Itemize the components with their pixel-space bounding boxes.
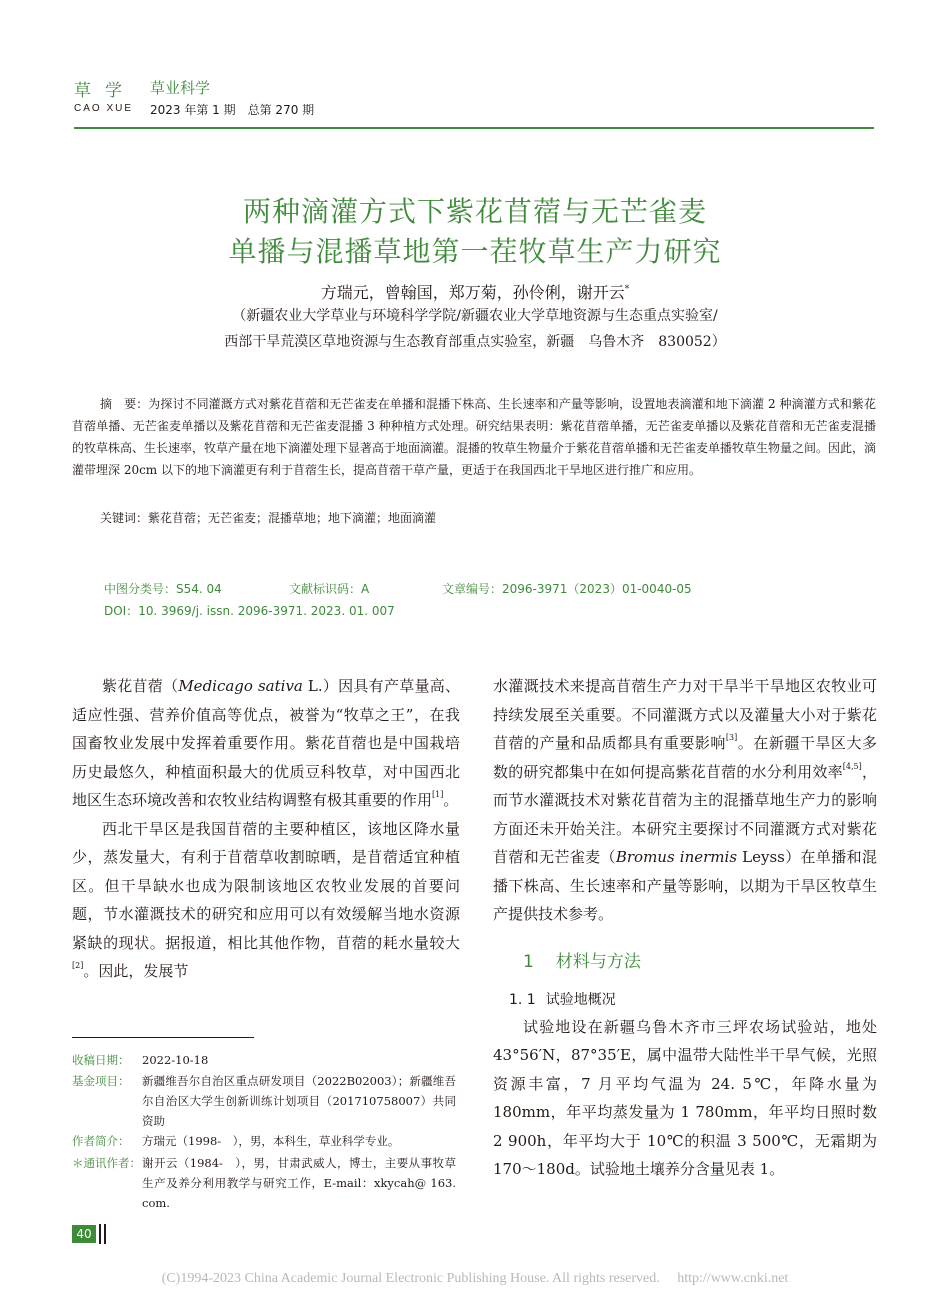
left-column	[72, 672, 460, 986]
journal-name: 草学	[74, 81, 136, 101]
citation[interactable]: [2]	[72, 961, 84, 970]
title-line-2: 单播与混播草地第一茬牧草生产力研究	[228, 235, 722, 268]
citation[interactable]: [1]	[432, 790, 444, 799]
footnote-author: 作者简介： 方瑞元（1998- ），男，本科生，草业科学专业。	[72, 1134, 400, 1148]
issue-info: 2023 年第 1 期 总第 270 期	[150, 103, 315, 117]
clc-number: 中图分类号：S54. 04	[104, 582, 222, 596]
footnote-divider	[72, 1037, 254, 1038]
affiliation-line-2: 西部干旱荒漠区草地资源与生态教育部重点实验室，新疆 乌鲁木齐 830052）	[224, 334, 726, 350]
abstract: 摘 要：为探讨不同灌溉方式对紫花苜蓿和无芒雀麦在单播和混播下株高、生长速率和产量等影响，设置地表滴灌和地下滴灌 2 种滴灌方式和紫花苜蓿单播、无芒雀麦单播以及紫花苜蓿和无芒雀麦混播 3 种种植方式处理。研究结果表明：紫花苜蓿单播，无芒雀麦单播以及紫花苜蓿和无芒雀麦混播的牧草株高、生长速率，牧草产量在地下滴灌处理下显著高于地面滴灌。混播的牧草生物量介于紫花苜蓿单播和无芒雀麦单播牧草生物量之间。因此，滴灌带埋深 20cm 以下的地下滴灌更有利于苜蓿生长，提高苜蓿干草产量，更适于在我国西北干旱地区进行推广和应用。	[72, 397, 877, 477]
citation[interactable]: [4,5]	[842, 761, 862, 771]
intro-paragraph-2: 西北干旱区是我国苜蓿的主要种植区，该地区降水量少，蒸发量大，有利于苜蓿草收割晾晒，是苜蓿适宜种植区。但干旱缺水也成为限制该地区农牧业发展的首要问题，节水灌溉技术的研究和应用可以有效缓解当地水资源紧缺的现状。据报道，相比其他作物，苜蓿的耗水量较大[2]。因此，发展节	[72, 819, 460, 980]
title-line-1: 两种滴灌方式下紫花苜蓿与无芒雀麦	[242, 195, 707, 228]
affiliation-line-1: （新疆农业大学草业与环境科学学院/新疆农业大学草地资源与生态重点实验室/	[232, 308, 718, 324]
corresponding-mark: *	[624, 284, 630, 295]
site-paragraph: 试验地设在新疆乌鲁木齐市三坪农场试验站，地处 43°56′N，87°35′E，属中温带大陆性半干旱气候，光照资源丰富，7 月平均气温为 24. 5℃，年降水量为 180mm，年平均蒸发量为 1 780mm，年平均日照时数 2 900h，年平均大于 10℃的积温 3 500℃，无霜期为 170～180d。试验地土壤养分含量见表 1。	[493, 1017, 877, 1178]
page-bar-decoration	[99, 1224, 101, 1244]
article-number: 文章编号：2096-3971（2023）01-0040-05	[442, 582, 692, 596]
header-divider	[74, 127, 874, 129]
footnote-received: 收稿日期： 2022-10-18	[72, 1053, 209, 1067]
section-name: 草业科学	[150, 79, 211, 97]
right-column	[493, 672, 877, 1184]
copyright-watermark: (C)1994-2023 China Academic Journal Electronic Publishing House. All rights reserved. http://www.cnki.net	[161, 1271, 789, 1286]
page-number: 40	[72, 1225, 96, 1243]
author-list: 方瑞元，曾翰国，郑万菊，孙伶俐，谢开云	[320, 283, 625, 302]
footnote-fund: 基金项目： 新疆维吾尔自治区重点研发项目（2022B02003）；新疆维吾尔自治区大学生创新训练计划项目（201710758007）共同资助	[72, 1074, 456, 1128]
page-bar-decoration	[104, 1224, 106, 1244]
document-code: 文献标识码：A	[289, 582, 370, 596]
subsection-heading: 1. 1 试验地概况	[509, 991, 616, 1008]
citation[interactable]: [3]	[725, 733, 738, 742]
intro-paragraph-2-cont: 水灌溉技术来提高苜蓿生产力对干旱半干旱地区农牧业可持续发展至关重要。不同灌溉方式以及灌量大小对于紫花苜蓿的产量和品质都具有重要影响[3]。在新疆干旱区大多数的研究都集中在如何提高紫花苜蓿的水分利用效率[4,5]，而节水灌溉技术对紫花苜蓿为主的混播草地生产力的影响方面还未开始关注。本研究主要探讨不同灌溉方式对紫花苜蓿和无芒雀麦（Bromus inermis Leyss）在单播和混播下株高、生长速率和产量等影响，以期为干旱区牧草生产提供技术参考。	[493, 677, 877, 923]
journal-pinyin: CAO XUE	[74, 103, 134, 114]
footnote-corresponding: ＊通讯作者：谢开云（1984- ），男，甘肃武威人，博士，主要从事牧草生产及养分利用教学与研究工作，E-mail：xkycah@ 163. com.	[72, 1156, 456, 1210]
keywords: 关键词：紫花苜蓿；无芒雀麦；混播草地；地下滴灌；地面滴灌	[100, 511, 437, 525]
doi: DOI：10. 3969/j. issn. 2096-3971. 2023. 01. 007	[104, 604, 395, 618]
authors	[0, 280, 950, 303]
section-heading: 1 材料与方法	[523, 951, 641, 972]
intro-paragraph-1: 紫花苜蓿（Medicago sativa L.）因具有产草量高、适应性强、营养价值高等优点，被誉为“牧草之王”，在我国畜牧业发展中发挥着重要作用。紫花苜蓿也是中国栽培历史最悠久，种植面积最大的优质豆科牧草，对中国西北地区生态环境改善和农牧业结构调整有极其重要的作用[1]。	[72, 677, 460, 809]
